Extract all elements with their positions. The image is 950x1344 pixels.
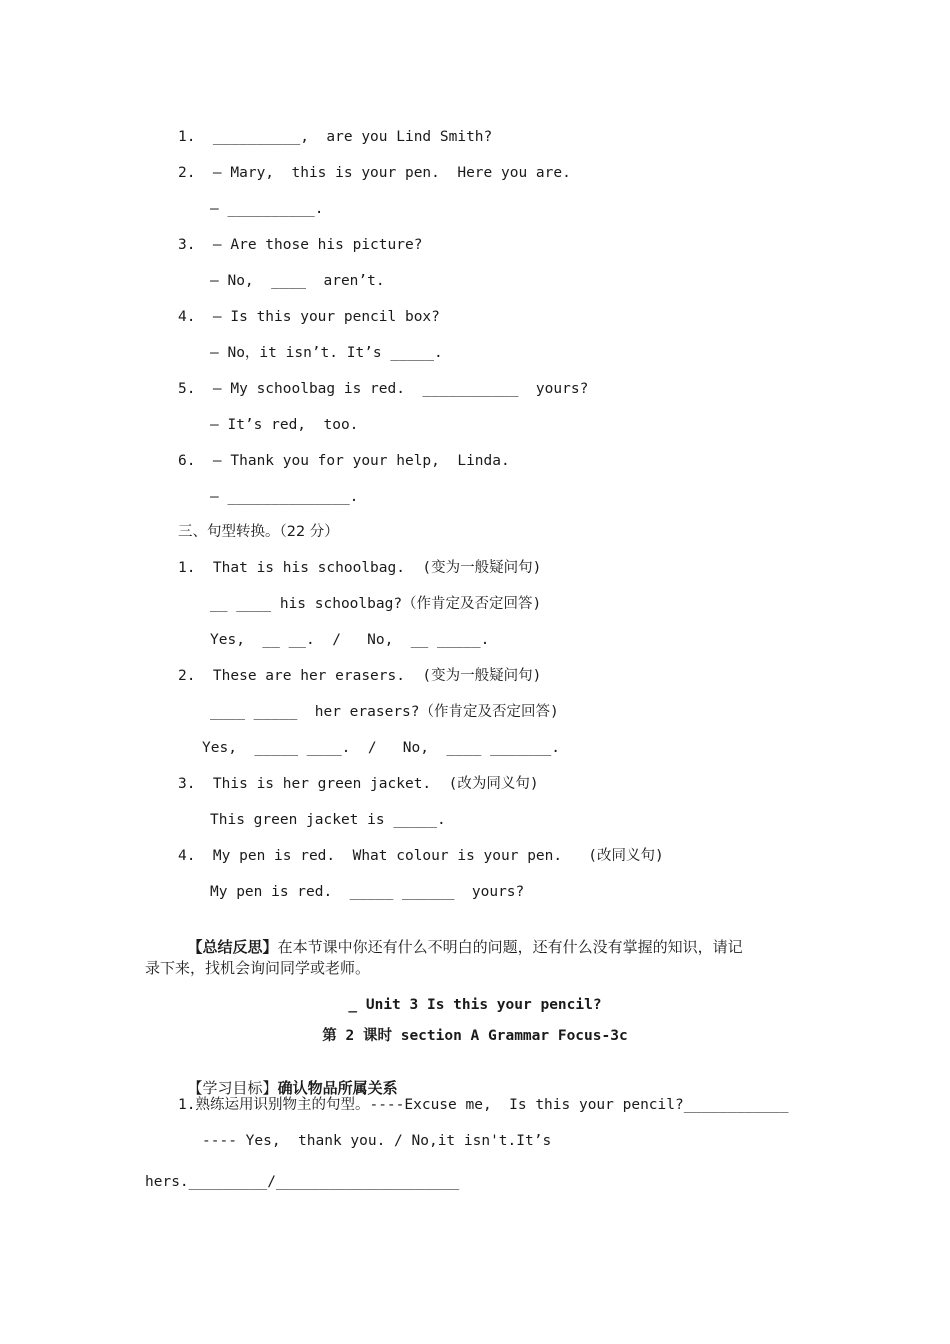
exercise-5-answer: — It’s red, too. bbox=[210, 417, 359, 433]
exercise-6: 6. — Thank you for your help, Linda. bbox=[178, 453, 510, 469]
transform-1-question: __ ____ his schoolbag?（作肯定及否定回答) bbox=[210, 596, 542, 612]
exercise-4: 4. — Is this your pencil box? bbox=[178, 309, 440, 325]
exercise-3-answer: — No, ____ aren’t. bbox=[210, 273, 385, 289]
objective-item-1: 1.熟练运用识别物主的句型。----Excuse me, Is this your pencil?____________ bbox=[178, 1097, 789, 1113]
transform-1: 1. That is his schoolbag. (变为一般疑问句) bbox=[178, 560, 542, 576]
reflection-line-2: 录下来，找机会询问同学或老师。 bbox=[145, 959, 371, 977]
objective-item-1-response: ---- Yes, thank you. / No,it isn't.It’s bbox=[202, 1133, 552, 1149]
reflection-text: 在本节课中你还有什么不明白的问题，还有什么没有掌握的知识，请记 bbox=[277, 938, 743, 956]
objective-label: 【学习目标】 bbox=[187, 1079, 278, 1097]
exercise-2-answer: — __________. bbox=[210, 201, 324, 217]
transform-2-answers: Yes, _____ ____. / No, ____ _______. bbox=[202, 740, 560, 756]
transform-2-question: ____ _____ her erasers?（作肯定及否定回答) bbox=[210, 704, 559, 720]
objective-text: 确认物品所属关系 bbox=[277, 1079, 398, 1097]
reflection-line-1 bbox=[178, 917, 743, 957]
unit-title: _ Unit 3 Is this your pencil? bbox=[348, 997, 602, 1013]
transform-1-answers: Yes, __ __. / No, __ _____. bbox=[210, 632, 490, 648]
exercise-1: 1. __________, are you Lind Smith? bbox=[178, 129, 493, 145]
transform-4: 4. My pen is red. What colour is your pen. (改同义句) bbox=[178, 848, 664, 864]
lesson-title: 第 2 课时 section A Grammar Focus-3c bbox=[322, 1028, 628, 1044]
transform-4-answer: My pen is red. _____ ______ yours? bbox=[210, 884, 525, 900]
exercise-5: 5. — My schoolbag is red. ___________ yours? bbox=[178, 381, 589, 397]
reflection-label: 【总结反思】 bbox=[187, 938, 278, 956]
objective-line bbox=[178, 1058, 398, 1098]
objective-item-1-continuation: hers._________/_____________________ bbox=[145, 1174, 460, 1190]
transform-3: 3. This is her green jacket. (改为同义句) bbox=[178, 776, 539, 792]
transform-3-answer: This green jacket is _____. bbox=[210, 812, 446, 828]
transform-2: 2. These are her erasers. (变为一般疑问句) bbox=[178, 668, 542, 684]
exercise-4-answer: — No，it isn’t. It’s _____. bbox=[210, 345, 443, 361]
exercise-2: 2. — Mary, this is your pen. Here you are. bbox=[178, 165, 571, 181]
exercise-6-answer: — ______________. bbox=[210, 489, 359, 505]
section-heading-part3: 三、句型转换。（22 分） bbox=[178, 524, 339, 540]
exercise-3: 3. — Are those his picture? bbox=[178, 237, 423, 253]
